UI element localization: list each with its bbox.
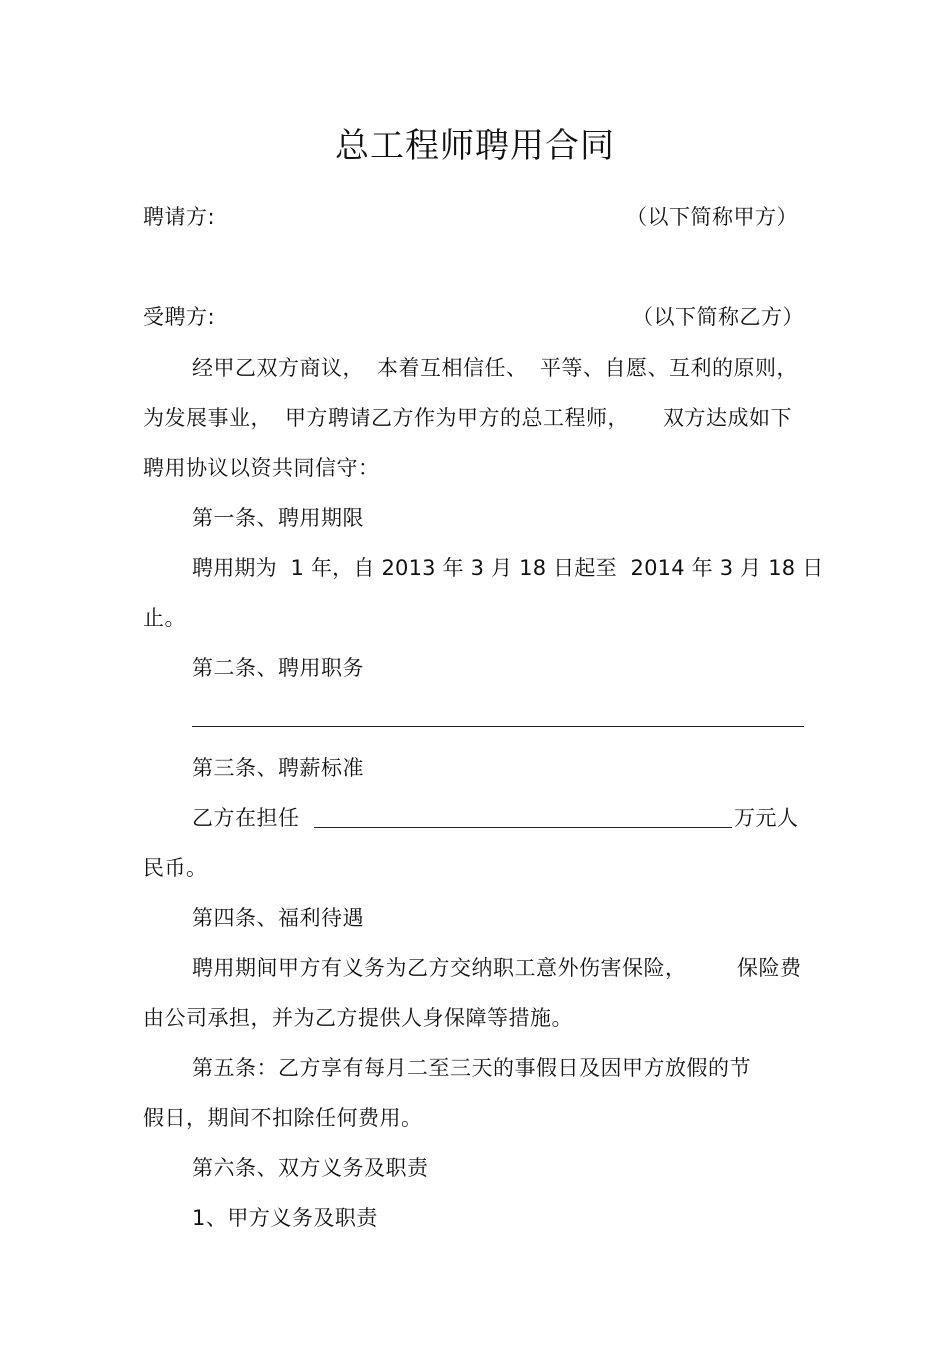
salary-blank-line <box>314 827 732 828</box>
intro-text: 双方达成如下 <box>663 406 792 430</box>
article-3-text: 民币。 <box>143 856 208 880</box>
article-5-text: 第五条：乙方享有每月二至三天的事假日及因甲方放假的节 <box>192 1056 751 1080</box>
intro-text: 聘用协议以资共同信守： <box>143 456 380 480</box>
article-4-text: 保险费 <box>737 956 802 980</box>
article-1-text: 止。 <box>143 606 186 630</box>
intro-text: 经甲乙双方商议， <box>192 356 364 380</box>
document-title: 总工程师聘用合同 <box>335 126 615 166</box>
article-5-text: 假日，期间不扣除任何费用。 <box>143 1106 423 1130</box>
article-1-text: 聘用期为 1 年，自 2013 年 3 月 18 日起至 2014 年 3 月 18 日 <box>192 556 824 580</box>
intro-text: 本着互相信任、 <box>377 356 528 380</box>
article-3-text: 乙方在担任 <box>192 806 300 830</box>
article-4-text: 由公司承担，并为乙方提供人身保障等措施。 <box>143 1006 573 1030</box>
employer-label: 聘请方: <box>143 205 216 229</box>
article-1-heading: 第一条、聘用期限 <box>192 506 364 530</box>
intro-text: 甲方聘请乙方作为甲方的总工程师， <box>285 406 629 430</box>
article-6-subheading: 1、甲方义务及职责 <box>192 1206 378 1230</box>
position-blank-line <box>192 726 804 727</box>
article-4-heading: 第四条、福利待遇 <box>192 906 364 930</box>
article-6-heading: 第六条、双方义务及职责 <box>192 1156 429 1180</box>
article-2-heading: 第二条、聘用职务 <box>192 656 364 680</box>
article-3-text: 万元人 <box>734 806 799 830</box>
employee-note: （以下简称乙方） <box>632 305 804 329</box>
intro-text: 为发展事业， <box>143 406 272 430</box>
intro-text: 平等、自愿、互利的原则， <box>540 356 798 380</box>
employee-label: 受聘方: <box>143 305 216 329</box>
article-4-text: 聘用期间甲方有义务为乙方交纳职工意外伤害保险， <box>192 956 687 980</box>
article-3-heading: 第三条、聘薪标准 <box>192 756 364 780</box>
employer-note: （以下简称甲方） <box>626 205 798 229</box>
